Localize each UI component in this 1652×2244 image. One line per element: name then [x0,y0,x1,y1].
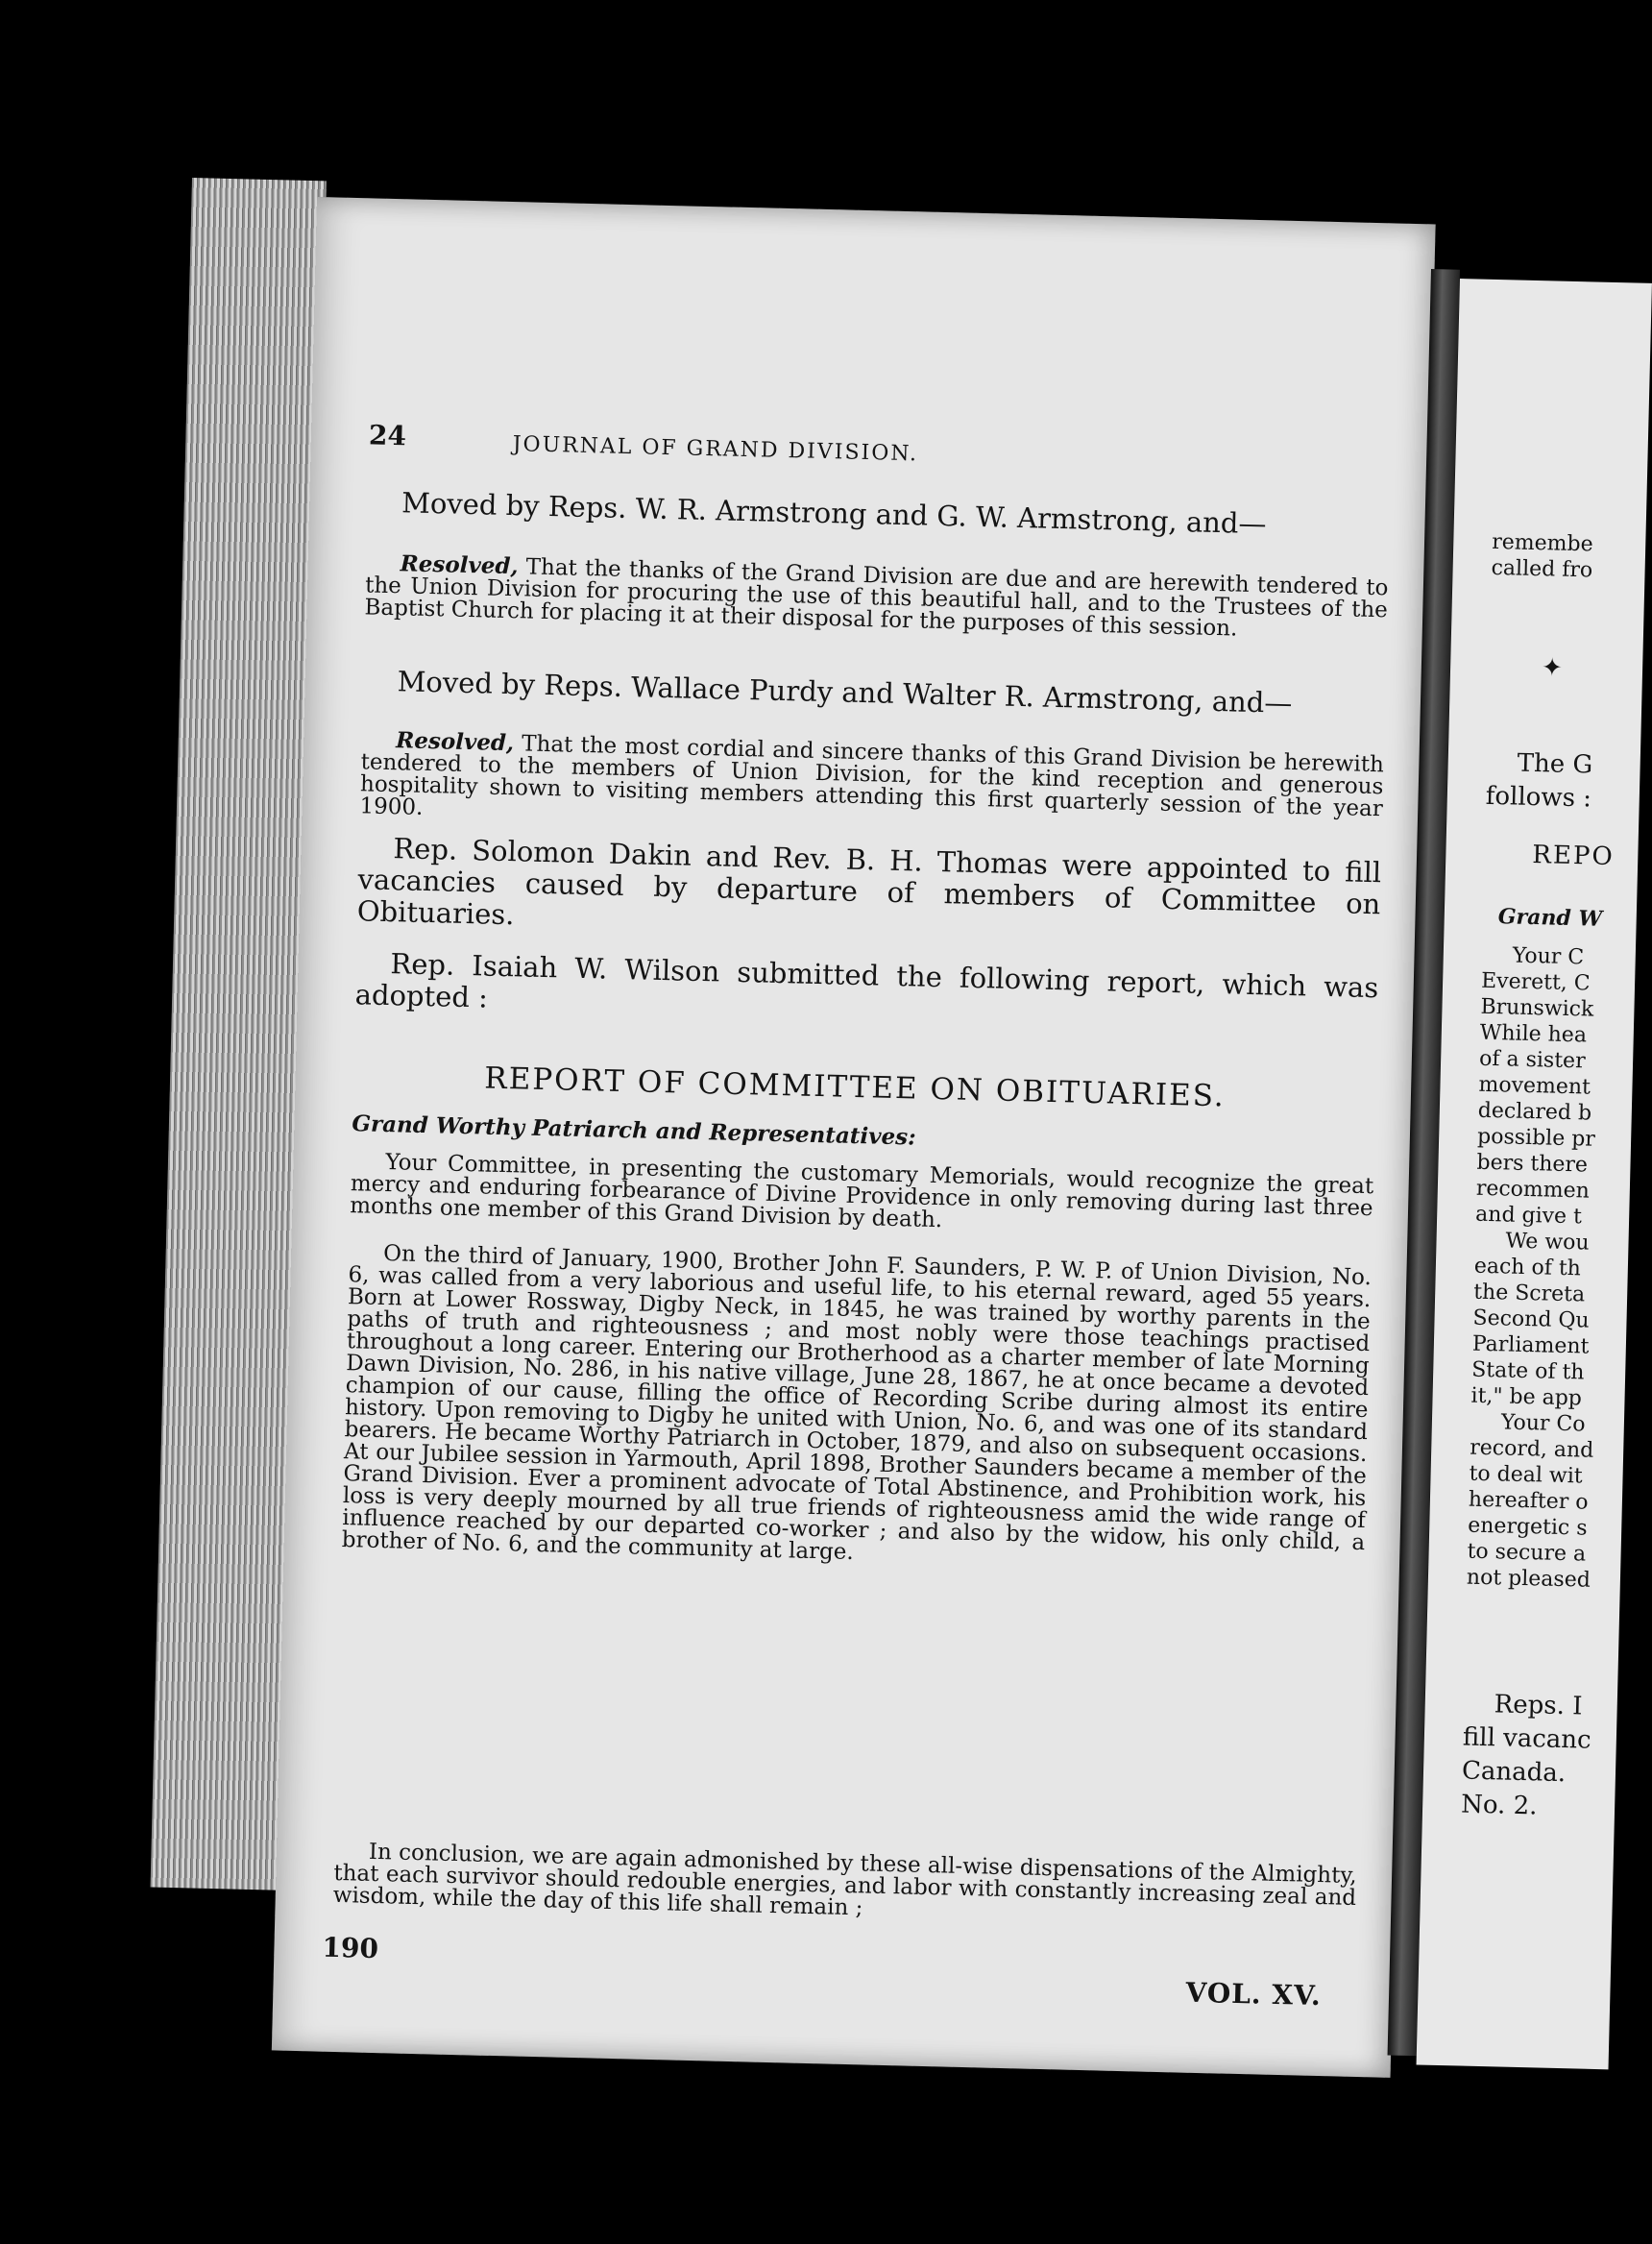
resolved-label: Resolved, [395,727,515,757]
right-fragment: Reps. I [1494,1690,1583,1721]
right-fragment: called fro [1491,555,1593,583]
report-paragraph-2: On the third of January, 1900, Brother John F. Saunders, P. W. P. of Union Division, No. 6, was called from a very laborious and useful life, to his eternal reward, aged 55 years. Born at Lower Rossway, Digby Neck, in 1845, he was trained by worthy parents in the paths of truth and righteousness ; and most nobly were those teachings practised throughout a long career. Entering our Brotherhood as a charter member of late Morning Dawn Division, No. 286, in his native village, June 28, 1867, he at once became a devoted champion of our cause, filling the office of Recording Scribe during almost its entire history. Upon removing to Digby he united with Union, No. 6, and was one of its standard bearers. He became Worthy Patriarch in October, 1879, and also on subsequent occasions. At our Jubilee session in Yarmouth, April 1898, Brother Saunders became a member of the Grand Division. Ever a prominent advocate of Total Abstinence, and Prohibition work, his loss is very deeply mourned by all true friends of righteousness amid the wide range of influence reached by our departed co-worker ; and also by the widow, his only child, a brother of No. 6, and the community at large. [341,1241,1373,1566]
right-fragment: energetic s [1467,1513,1588,1541]
right-fragment: to secure a [1467,1539,1587,1567]
right-fragment: record, and [1469,1435,1594,1463]
right-fragment: We wou [1505,1229,1590,1256]
resolution-paragraph-1 [364,551,1388,644]
right-fragment: declared b [1477,1098,1592,1126]
right-fragment: State of th [1470,1357,1585,1385]
right-fragment: Brunswick [1480,994,1594,1022]
right-fragment: each of th [1473,1254,1582,1281]
resolution-text: That the thanks of the Grand Division are due and are herewith tendered to the Union Division for procuring the use of this beautiful hall, and to the Trustees of the Baptist Church for placing it at their disposal for the purposes of this session. [364,554,1389,642]
motion-paragraph-1: Moved by Reps. W. R. Armstrong and G. W. Armstrong, and— [401,486,1267,541]
right-fragment: of a sister [1478,1046,1586,1074]
report-paragraph-3: In conclusion, we are again admonished by these all-wise dispensations of the Almighty, that each survivor should redouble energies, and labor with constantly increasing zeal and wisdom, while the day of this life shall remain ; [332,1839,1357,1921]
right-fragment: Second Qu [1472,1305,1590,1333]
right-fragment: Canada. [1461,1756,1567,1789]
right-fragment: not pleased [1466,1565,1591,1593]
right-fragment: The G [1517,748,1593,780]
appointment-paragraph: Rep. Solomon Dakin and Rev. B. H. Thomas were appointed to fill vacancies caused by departure of members of Committee on Obituaries. [356,832,1382,932]
report-salutation: Grand Worthy Patriarch and Representatives: [352,1110,916,1151]
signature-mark: 190 [322,1931,379,1965]
right-fragment: remembe [1492,529,1593,557]
ornament-icon: ✦ [1541,653,1564,683]
right-fragment: and give t [1474,1202,1583,1230]
report-heading: REPORT OF COMMITTEE ON OBITUARIES. [483,1061,1227,1114]
volume-mark: VOL. XV. [1185,1976,1323,2012]
submission-paragraph: Rep. Isaiah W. Wilson submitted the following report, which was adopted : [354,947,1379,1014]
running-head: JOURNAL OF GRAND DIVISION. [512,432,919,467]
report-paragraph-1: Your Committee, in presenting the customary Memorials, would recognize the great mercy and enduring forbearance of Divine Providence in only removing during last three months one member of this Grand Division by death. [350,1150,1374,1233]
right-fragment: bers there [1476,1150,1589,1178]
right-fragment: to deal wit [1469,1461,1583,1489]
right-fragment: recommen [1475,1176,1591,1204]
right-fragment: fill vacanc [1462,1722,1592,1755]
right-fragment: Grand W [1497,904,1603,932]
resolution-paragraph-2 [359,728,1384,842]
right-fragment: Parliament [1471,1331,1590,1359]
motion-paragraph-2: Moved by Reps. Wallace Purdy and Walter R. Armstrong, and— [397,665,1293,720]
resolved-label: Resolved, [400,550,519,580]
left-page [272,197,1436,2078]
right-fragment: movement [1478,1072,1591,1100]
right-fragment: follows : [1485,781,1592,814]
right-fragment: Your Co [1500,1410,1586,1437]
right-fragment: possible pr [1476,1124,1596,1152]
right-fragment: hereafter o [1468,1487,1589,1515]
right-fragment: While hea [1479,1020,1588,1048]
page-number: 24 [368,419,407,452]
right-fragment: the Screta [1472,1280,1586,1307]
right-fragment: it," be app [1470,1383,1583,1411]
right-fragment: Everett, C [1480,968,1591,996]
right-fragment: Your C [1512,943,1585,970]
resolution-text: That the most cordial and sincere thanks of this Grand Division be herewith tendered to the members of Union Division, for the kind reception and generous hospitality shown to visiting members attending this first quarterly session of the year 1900. [359,731,1385,822]
right-fragment: No. 2. [1460,1790,1538,1821]
right-fragment: REPO [1531,841,1616,872]
